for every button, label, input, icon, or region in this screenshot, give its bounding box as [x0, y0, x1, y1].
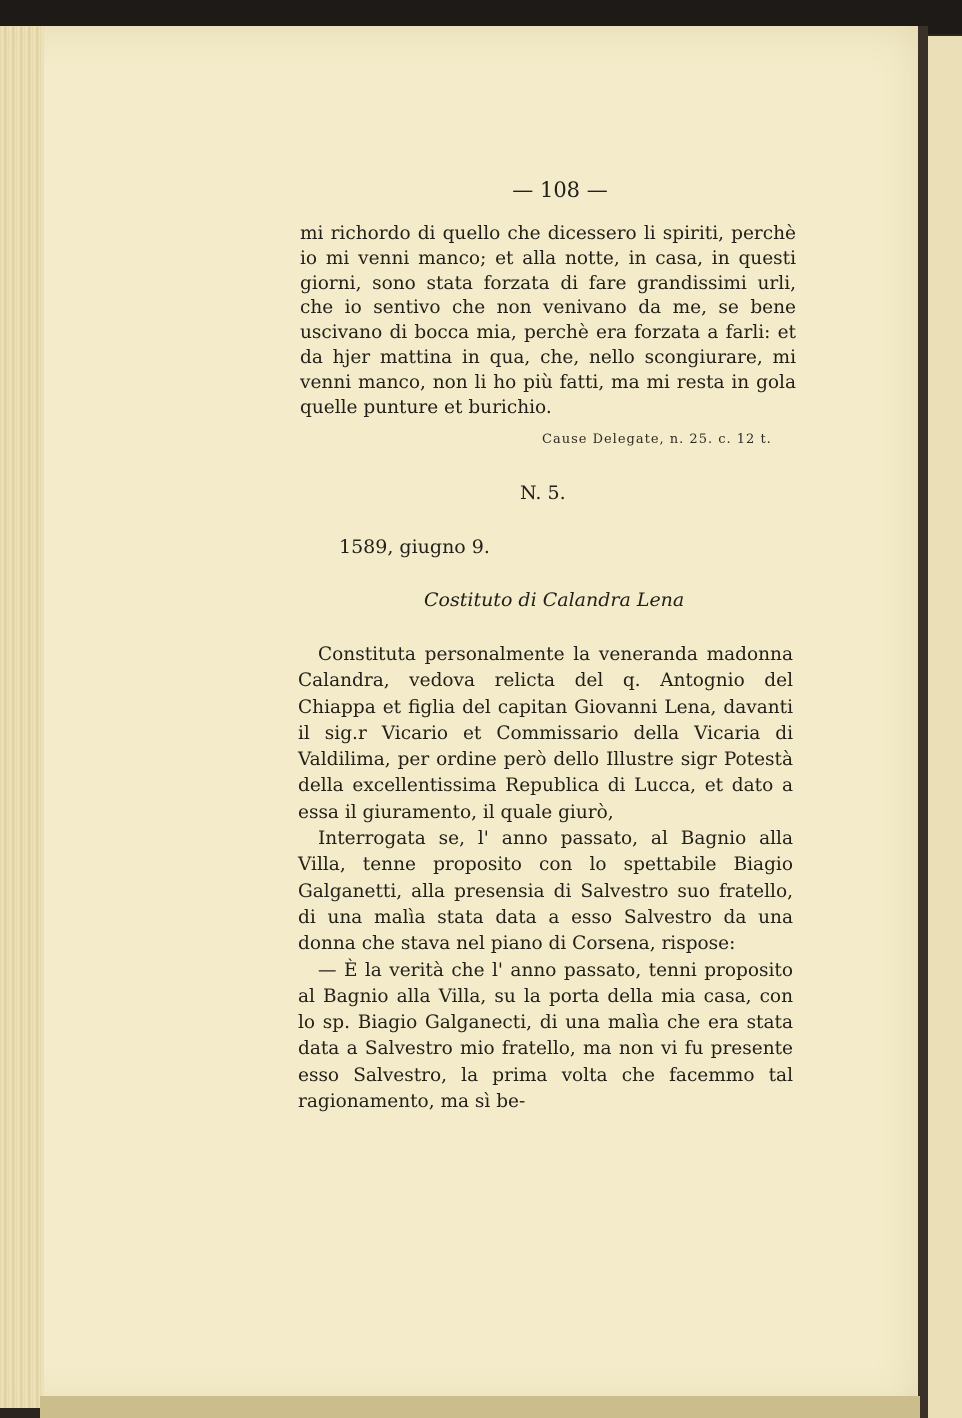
page-number: — 108 — — [512, 178, 608, 202]
document-title: Costituto di Calandra Lena — [424, 589, 685, 611]
book-bottom-edge — [40, 1396, 920, 1418]
body-paragraph: — È la verità che l' anno passato, tenni proposito al Bagnio alla Villa, su la porta della mia casa, con lo sp. Biagio Galganecti, di una malìa che era stata data a Salvestro mio fratello, ma non vi fu presente esso Salvestro, la prima volta che facemmo tal ragionamento, ma sì be- — [298, 959, 793, 1113]
document-body — [298, 642, 793, 1115]
body-paragraph: Constituta personalmente la veneranda madonna Calandra, vedova relicta del q. Antognio del Chiappa et figlia del capitan Giovanni Lena, davanti il sig.r Vicario et Commissario della Vicaria di Valdilima, per ordine però dello Illustre sigr Potestà della excellentissima Republica di Lucca, et dato a essa il giuramento, il quale giurò, — [298, 644, 793, 823]
document-date: 1589, giugno 9. — [339, 536, 490, 558]
document-number: N. 5. — [520, 482, 566, 504]
source-citation: Cause Delegate, n. 25. c. 12 t. — [542, 432, 772, 447]
page-stack-edge — [0, 26, 44, 1408]
body-paragraph: Interrogata se, l' anno passato, al Bagnio alla Villa, tenne proposito con lo spettabile Biagio Galganetti, alla presensia di Salvestro suo fratello, di una malìa stata data a esso Salvestro da una donna che stava nel piano di Corsena, rispose: — [298, 828, 793, 955]
opening-paragraph: mi richordo di quello che dicessero li spiriti, perchè io mi venni manco; et alla notte, in casa, in questi giorni, sono stata forzata di fare grandissimi urli, che io sentivo che non venivano da me, se bene uscivano di bocca mia, perchè era forzata a farli: et da hjer mattina in qua, che, nello scongiurare, mi venni manco, non li ho più fatti, ma mi resta in gola quelle punture et burichio. — [300, 223, 796, 418]
